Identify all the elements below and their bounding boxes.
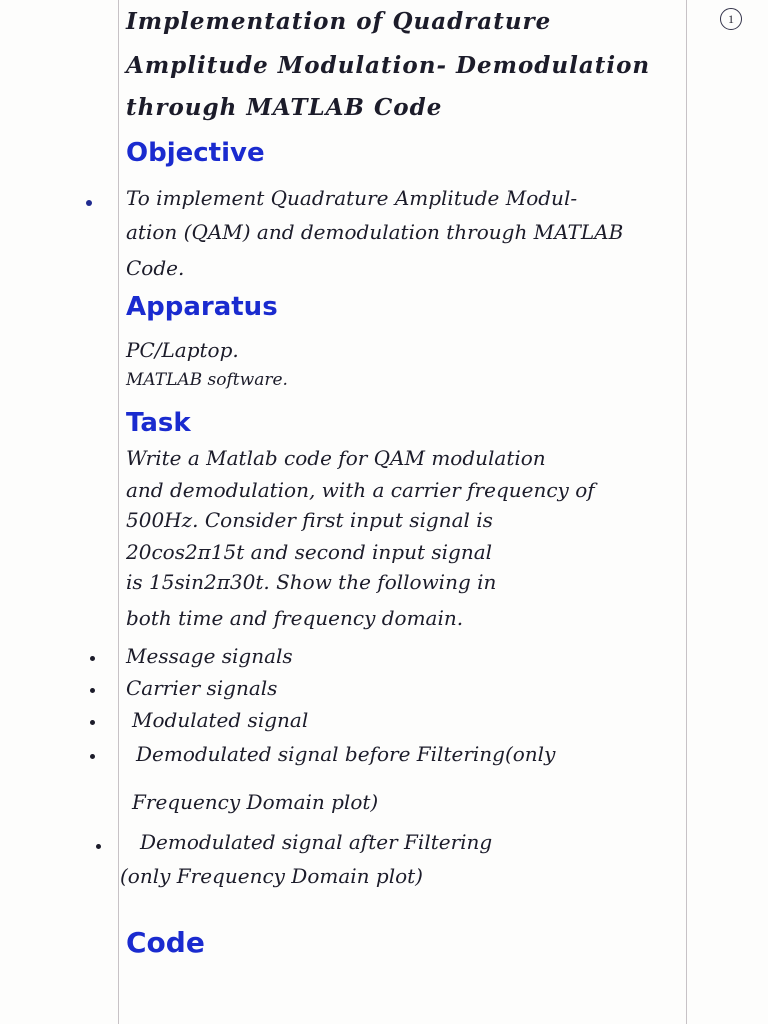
objective-line-3: Code. (126, 256, 185, 280)
task-bullet-dot (90, 656, 95, 661)
task-bullet-demod-after-line-2: (only Frequency Domain plot) (120, 864, 423, 888)
task-line-1: Write a Matlab code for QAM modulation (126, 446, 546, 470)
task-bullet-demod-before-line-1: Demodulated signal before Filtering(only (136, 742, 556, 766)
title-line-3: through MATLAB Code (126, 94, 443, 121)
objective-heading: Objective (126, 138, 265, 168)
objective-line-1: To implement Quadrature Amplitude Modul- (126, 186, 578, 210)
code-heading: Code (126, 926, 205, 959)
title-line-1: Implementation of Quadrature (126, 8, 552, 35)
task-bullet-demod-after-line-1: Demodulated signal after Filtering (140, 830, 493, 854)
task-bullet-dot (96, 844, 101, 849)
right-margin-line (686, 0, 687, 1024)
task-line-4: 20cos2π15t and second input signal (126, 540, 493, 564)
objective-bullet (86, 200, 92, 206)
left-margin-line (118, 0, 119, 1024)
apparatus-heading: Apparatus (126, 292, 278, 322)
page-number: 1 (720, 8, 742, 30)
apparatus-item-1: PC/Laptop. (126, 338, 239, 362)
task-bullet-demod-before-line-2: Frequency Domain plot) (132, 790, 379, 814)
task-bullet-message: Message signals (126, 644, 293, 668)
task-heading: Task (126, 408, 191, 438)
objective-line-2: ation (QAM) and demodulation through MATLAB (126, 220, 624, 244)
task-line-3: 500Hz. Consider first input signal is (126, 508, 493, 532)
apparatus-item-2: MATLAB software. (126, 370, 288, 390)
task-bullet-dot (90, 688, 95, 693)
task-line-5: is 15sin2π30t. Show the following in (126, 570, 497, 594)
task-bullet-dot (90, 720, 95, 725)
task-line-2: and demodulation, with a carrier frequency of (126, 478, 595, 502)
title-line-2: Amplitude Modulation- Demodulation (126, 52, 651, 79)
task-bullet-carrier: Carrier signals (126, 676, 278, 700)
task-bullet-modulated: Modulated signal (132, 708, 309, 732)
task-line-6: both time and frequency domain. (126, 606, 464, 630)
task-bullet-dot (90, 754, 95, 759)
